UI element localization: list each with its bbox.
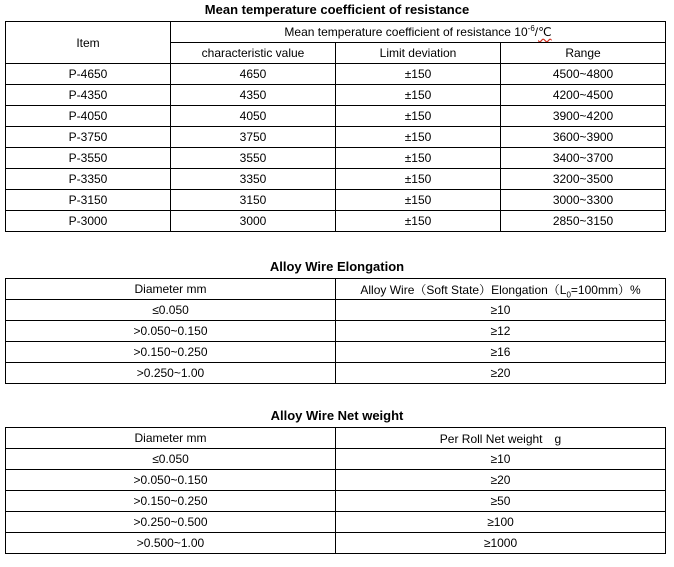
item-cell: P-4650 bbox=[6, 64, 171, 85]
elongation-title: Alloy Wire Elongation bbox=[269, 259, 405, 274]
table-row bbox=[6, 127, 666, 148]
range-cell: 4500~4800 bbox=[501, 64, 666, 85]
table-row bbox=[6, 85, 666, 106]
table-row bbox=[6, 321, 666, 342]
diameter-cell: ≤0.050 bbox=[6, 300, 336, 321]
limit-cell: ±150 bbox=[336, 190, 501, 211]
value-cell: ≥100 bbox=[336, 512, 666, 533]
limit-cell: ±150 bbox=[336, 148, 501, 169]
net-weight-table bbox=[5, 427, 666, 554]
value-cell: ≥16 bbox=[336, 342, 666, 363]
diameter-cell: >0.150~0.250 bbox=[6, 491, 336, 512]
value-cell: ≥10 bbox=[336, 449, 666, 470]
net-weight-value-header: Per Roll Net weight g bbox=[336, 428, 666, 449]
value-cell: 4650 bbox=[171, 64, 336, 85]
elongation-value-header: Alloy Wire（Soft $State)Elongation(L_0=100mm)\%$ bbox=[336, 279, 666, 300]
resistance-table bbox=[5, 21, 666, 232]
item-cell: P-3350 bbox=[6, 169, 171, 190]
value-cell: ≥50 bbox=[336, 491, 666, 512]
limit-cell: ±150 bbox=[336, 106, 501, 127]
net-weight-title: Alloy Wire Net weight bbox=[270, 408, 404, 423]
limit-cell: ±150 bbox=[336, 211, 501, 232]
value-cell: ≥20 bbox=[336, 470, 666, 491]
table-row bbox=[6, 533, 666, 554]
value-cell: 3350 bbox=[171, 169, 336, 190]
value-cell: ≥12 bbox=[336, 321, 666, 342]
diameter-cell: >0.500~1.00 bbox=[6, 533, 336, 554]
value-cell: 4350 bbox=[171, 85, 336, 106]
diameter-cell: >0.150~0.250 bbox=[6, 342, 336, 363]
item-cell: P-3150 bbox=[6, 190, 171, 211]
value-cell: 3550 bbox=[171, 148, 336, 169]
table-row bbox=[6, 363, 666, 384]
resistance-title: Mean temperature coefficient of resistance bbox=[204, 2, 470, 17]
net-weight-diameter-header: Diameter mm bbox=[6, 428, 336, 449]
table-row bbox=[6, 470, 666, 491]
item-cell: P-3000 bbox=[6, 211, 171, 232]
range-header: Range bbox=[501, 43, 666, 64]
range-cell: 3400~3700 bbox=[501, 148, 666, 169]
diameter-cell: >0.250~0.500 bbox=[6, 512, 336, 533]
item-cell: P-4050 bbox=[6, 106, 171, 127]
characteristic-value-header: characteristic value bbox=[171, 43, 336, 64]
coefficient-group-header: Mean temperature coefficient of resistance $10^{-6}/℃$ bbox=[171, 22, 666, 43]
limit-deviation-header: Limit deviation bbox=[336, 43, 501, 64]
table-row bbox=[6, 106, 666, 127]
table-row bbox=[6, 512, 666, 533]
table-row bbox=[6, 342, 666, 363]
range-cell: 4200~4500 bbox=[501, 85, 666, 106]
table-row bbox=[6, 300, 666, 321]
value-cell: ≥10 bbox=[336, 300, 666, 321]
diameter-cell: ≤0.050 bbox=[6, 449, 336, 470]
diameter-cell: >0.250~1.00 bbox=[6, 363, 336, 384]
table-row bbox=[6, 64, 666, 85]
table-row bbox=[6, 148, 666, 169]
value-cell: 3150 bbox=[171, 190, 336, 211]
value-cell: 3750 bbox=[171, 127, 336, 148]
elongation-table bbox=[5, 278, 666, 384]
item-header: Item bbox=[6, 22, 171, 64]
value-cell: ≥20 bbox=[336, 363, 666, 384]
table-row bbox=[6, 169, 666, 190]
diameter-cell: >0.050~0.150 bbox=[6, 321, 336, 342]
limit-cell: ±150 bbox=[336, 64, 501, 85]
limit-cell: ±150 bbox=[336, 127, 501, 148]
item-cell: P-3750 bbox=[6, 127, 171, 148]
range-cell: 3900~4200 bbox=[501, 106, 666, 127]
limit-cell: ±150 bbox=[336, 169, 501, 190]
diameter-cell: >0.050~0.150 bbox=[6, 470, 336, 491]
table-row bbox=[6, 211, 666, 232]
range-cell: 3600~3900 bbox=[501, 127, 666, 148]
table-row bbox=[6, 190, 666, 211]
table-row bbox=[6, 449, 666, 470]
range-cell: 2850~3150 bbox=[501, 211, 666, 232]
value-cell: ≥1000 bbox=[336, 533, 666, 554]
item-cell: P-3550 bbox=[6, 148, 171, 169]
item-cell: P-4350 bbox=[6, 85, 171, 106]
table-row bbox=[6, 491, 666, 512]
range-cell: 3200~3500 bbox=[501, 169, 666, 190]
value-cell: 3000 bbox=[171, 211, 336, 232]
range-cell: 3000~3300 bbox=[501, 190, 666, 211]
limit-cell: ±150 bbox=[336, 85, 501, 106]
value-cell: 4050 bbox=[171, 106, 336, 127]
elongation-diameter-header: Diameter mm bbox=[6, 279, 336, 300]
